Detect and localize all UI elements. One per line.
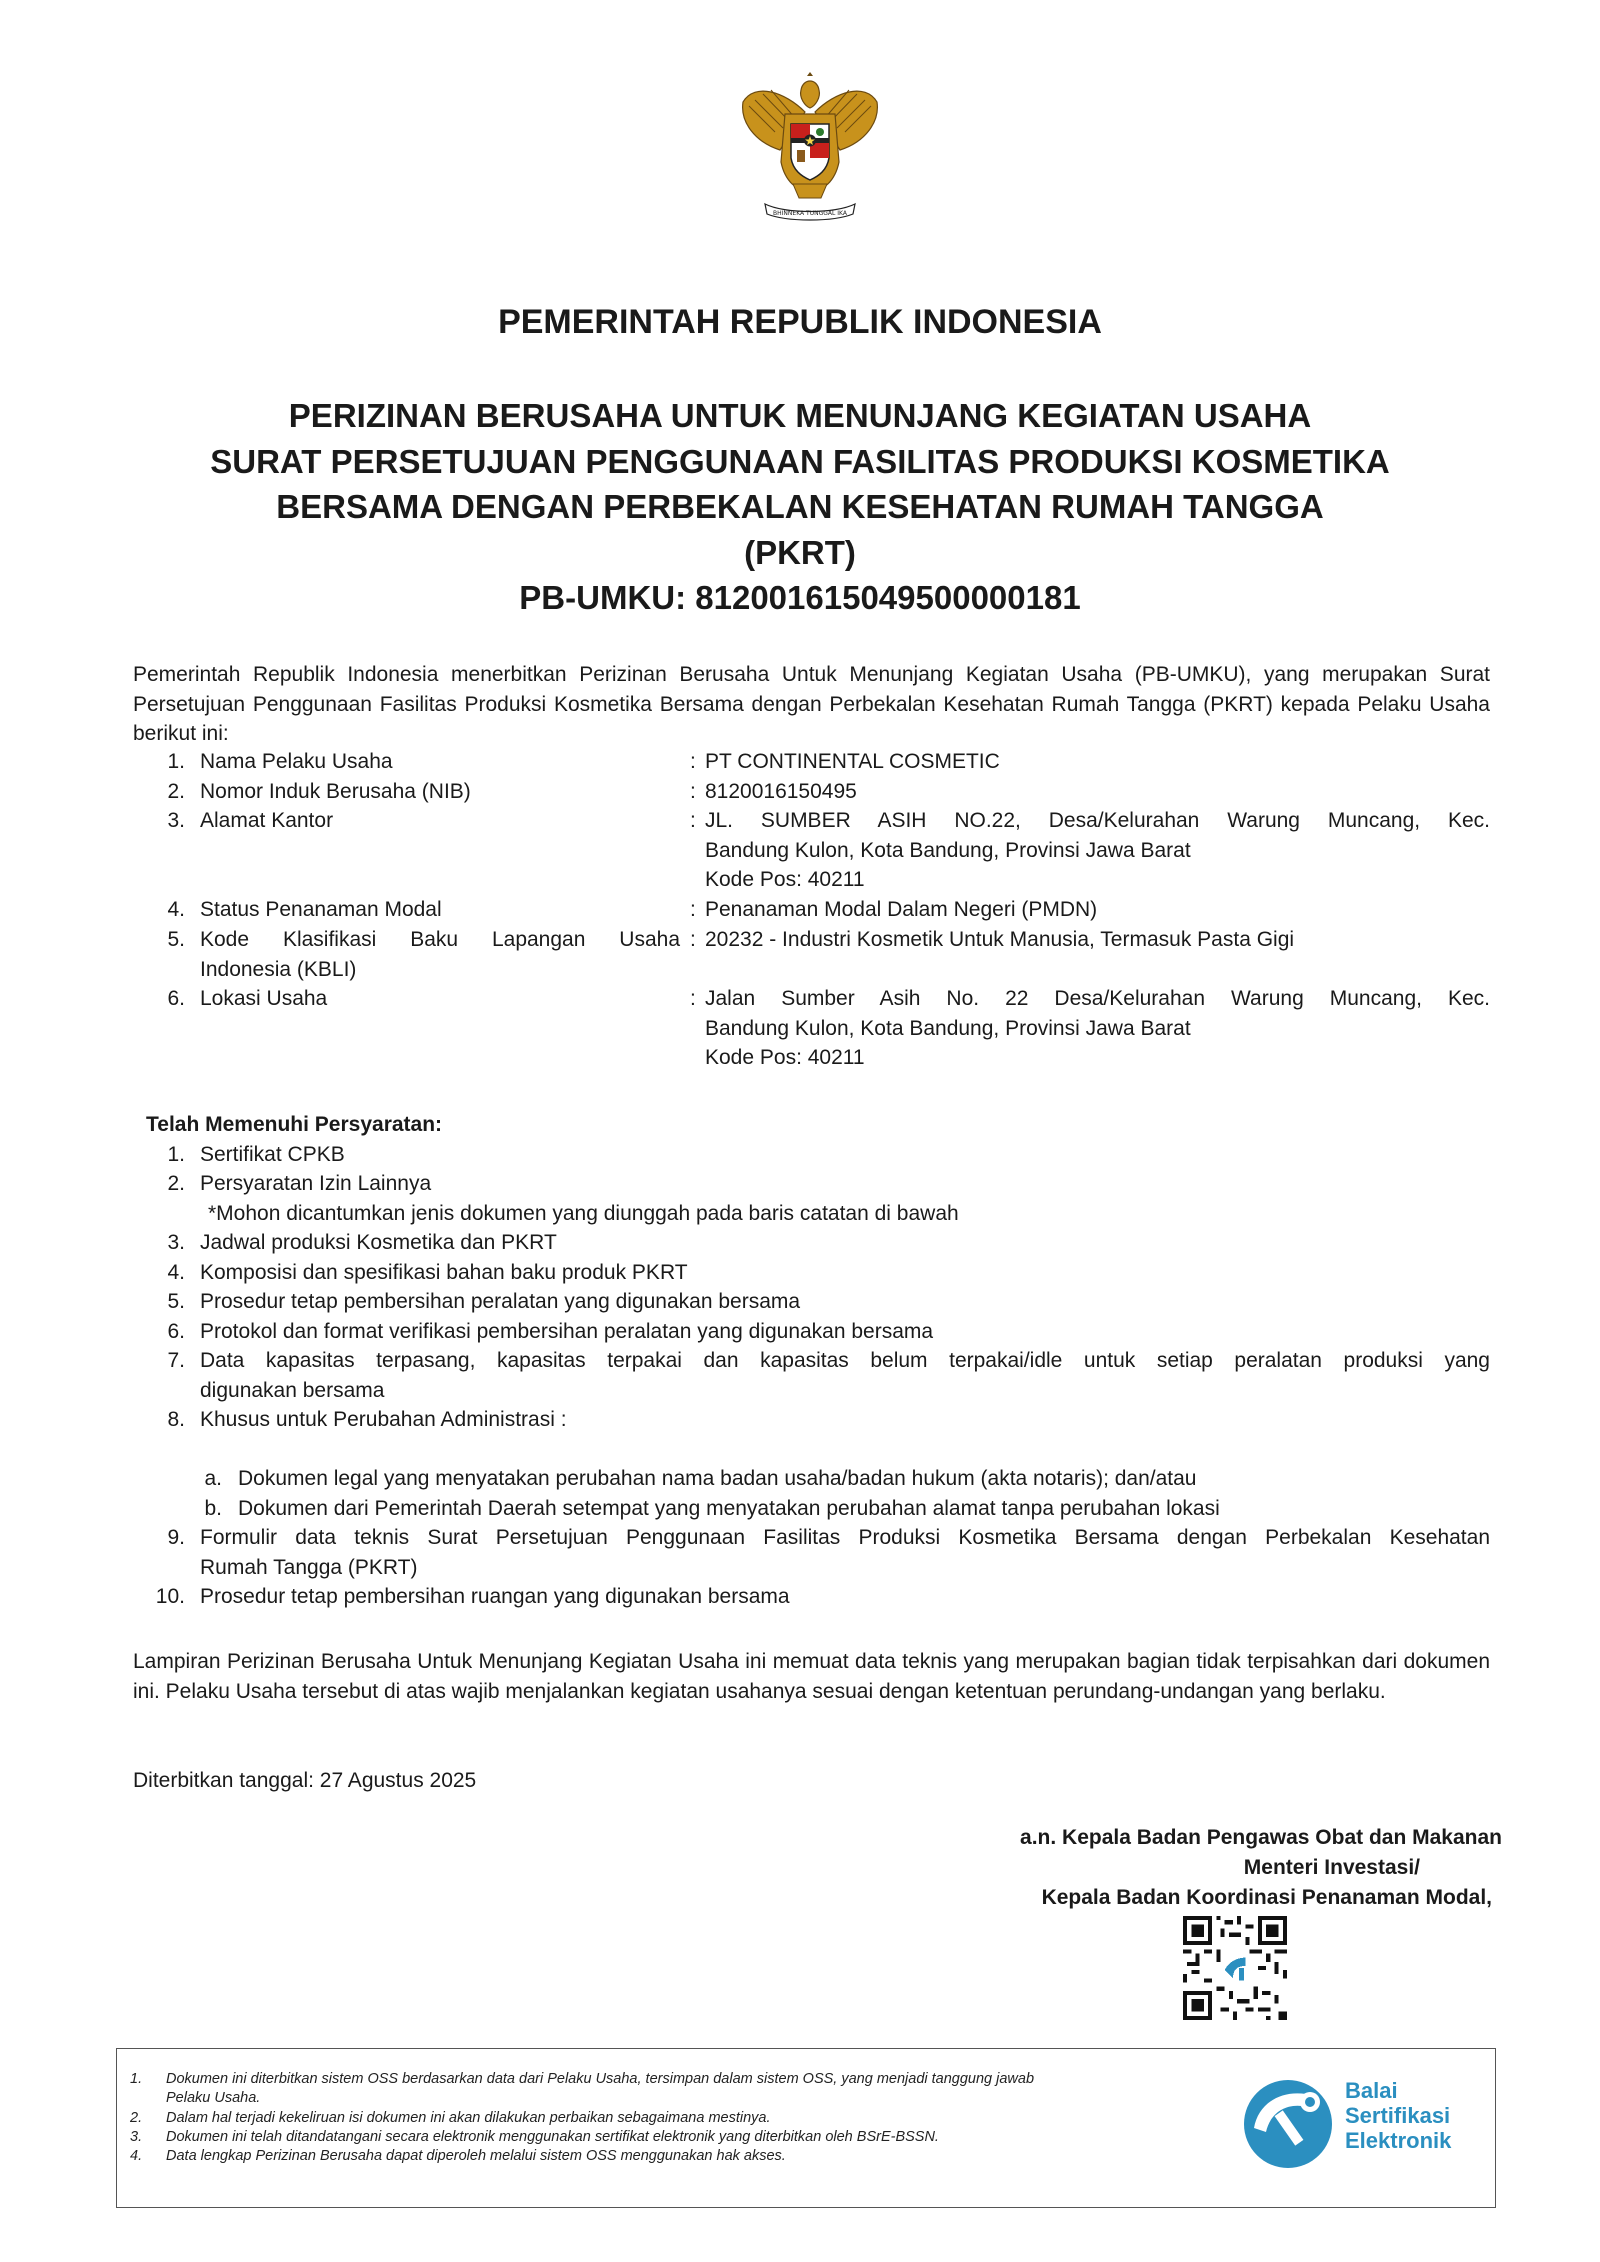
detail-label: Alamat Kantor	[200, 809, 334, 832]
garuda-emblem	[735, 72, 885, 227]
intro-paragraph: Pemerintah Republik Indonesia menerbitkan Perizinan Berusaha Untuk Menunjang Kegiatan Usaha (PB-UMKU), yang merupakan Surat Persetujuan Penggunaan Fasilitas Produksi Kosmetika Bersama dengan Perbekalan Kesehatan Rumah Tangga (PKRT) kepada Pelaku Usaha berikut ini:	[133, 663, 1490, 745]
bsre-logo-icon	[1240, 2076, 1336, 2172]
detail-label: Nomor Induk Berusaha (NIB)	[200, 780, 471, 803]
detail-value: Kode Pos: 40211	[705, 1046, 865, 1069]
requirement-item: Sertifikat CPKB	[200, 1143, 345, 1166]
title-line: BERSAMA DENGAN PERBEKALAN KESEHATAN RUMAH TANGGA	[276, 488, 1324, 525]
detail-value: PT CONTINENTAL COSMETIC	[705, 750, 1000, 773]
detail-value: 20232 - Industri Kosmetik Untuk Manusia, Termasuk Pasta Gigi	[705, 928, 1295, 951]
signature-line: a.n. Kepala Badan Pengawas Obat dan Makanan	[1020, 1826, 1502, 1849]
detail-label: Lokasi Usaha	[200, 987, 328, 1010]
requirements-heading: Telah Memenuhi Persyaratan:	[146, 1113, 443, 1136]
detail-label: Nama Pelaku Usaha	[200, 750, 393, 773]
title-line: SURAT PERSETUJUAN PENGGUNAAN FASILITAS PRODUKSI KOSMETIKA	[210, 442, 1390, 480]
requirement-item: Data kapasitas terpasang, kapasitas terpakai dan kapasitas belum terpakai/idle untuk setiap peralatan produksi yang	[200, 1349, 1490, 1372]
requirement-item: Prosedur tetap pembersihan peralatan yang digunakan bersama	[200, 1290, 801, 1313]
requirement-item-cont: Rumah Tangga (PKRT)	[200, 1556, 418, 1579]
closing-paragraph: Lampiran Perizinan Berusaha Untuk Menunjang Kegiatan Usaha ini memuat data teknis yang merupakan bagian tidak terpisahkan dari dokumen ini. Pelaku Usaha tersebut di atas wajib menjalankan kegiatan usahanya sesuai dengan ketentuan perundang-undangan yang berlaku.	[133, 1650, 1490, 1703]
document-title	[100, 393, 1500, 621]
detail-value: Bandung Kulon, Kota Bandung, Provinsi Jawa Barat	[705, 1016, 1191, 1040]
signature-line: Menteri Investasi/	[1243, 1856, 1420, 1879]
requirement-item: Persyaratan Izin Lainnya	[200, 1172, 432, 1195]
bsre-logo-text: Balai Sertifikasi Elektronik	[1345, 2078, 1452, 2153]
requirement-item: Protokol dan format verifikasi pembersihan peralatan yang digunakan bersama	[200, 1320, 934, 1343]
requirement-subitem: Dokumen legal yang menyatakan perubahan nama badan usaha/badan hukum (akta notaris); dan/atau	[238, 1467, 1197, 1490]
requirement-item: Formulir data teknis Surat Persetujuan Penggunaan Fasilitas Produksi Kosmetika Bersama dengan Perbekalan Kesehatan	[200, 1526, 1490, 1549]
government-title: PEMERINTAH REPUBLIK INDONESIA	[498, 303, 1102, 341]
detail-value: Bandung Kulon, Kota Bandung, Provinsi Jawa Barat	[705, 838, 1191, 862]
requirement-item-cont: digunakan bersama	[200, 1379, 385, 1402]
requirement-item: Khusus untuk Perubahan Administrasi :	[200, 1408, 567, 1431]
document-page: BHINNEKA TUNGGAL IKA PEMERINTAH REPUBLIK INDONESIA PERIZINAN BERUSAHA UNTUK MENUNJANG KEGIATAN USAHA SURAT PERSETUJUAN PENGGUNAAN FASILITAS PRODUKSI KOSMETIKA BERSAMA DENGAN PERBEKALAN KESEHATAN RUMAH TANGGA (PKRT) PB-UMKU: 812001615049500000181 Pemerintah Republik Indonesia menerbitkan Perizinan Berusaha Untuk Menunjang Kegiatan Usaha (PB-UMKU), yang merupakan Surat Persetujuan Penggunaan Fasilitas Produksi Kosmetika Bersama dengan Perbekalan Kesehatan Rumah Tangga (PKRT) kepada Pelaku Usaha berikut ini: 1. Nama Pelaku Usaha : PT CONTINENTAL COSMETIC 2. Nomor Induk Berusaha (NIB) : 8120016150495 3. Alamat Kantor : JL. SUMBER ASIH NO.22, Desa/Kelurahan Warung Muncang, Kec. Bandung Kulon, Kota Bandung, Provinsi Jawa Barat Kode Pos: 40211 4. Status Penanaman Modal : Penanaman Modal Dalam Negeri (PMDN) 5. Kode Klasifikasi Baku Lapangan Usaha Indonesia (KBLI) : 20232 - Industri Kosmetik Untuk Manusia, Termasuk Pasta Gigi 6. Lokasi Usaha : Jalan Sumber Asih No. 22 Desa/Kelurahan Warung Muncang, Kec. Bandung Kulon, Kota Bandung, Provinsi Jawa Barat Kode Pos: 40211 Telah Memenuhi Persyaratan: 1. Sertifikat CPKB 2. Persyaratan Izin Lainnya *Mohon dicantumkan jenis dokumen yang diunggah pada baris catatan di bawah 3. Jadwal produksi Kosmetika dan PKRT 4. Komposisi dan spesifikasi bahan baku produk PKRT 5. Prosedur tetap pembersihan peralatan yang digunakan bersama 6. Protokol dan format verifikasi pembersihan peralatan yang digunakan bersama 7. Data kapasitas terpasang, kapasitas terpakai dan kapasitas belum terpakai/idle untuk setiap peralatan produksi yang digunakan bersama 8. Khusus untuk Perubahan Administrasi : a. Dokumen legal yang menyatakan perubahan nama badan usaha/badan hukum (akta notaris); dan/atau b. Dokumen dari Pemerintah Daerah setempat yang menyatakan perubahan alamat tanpa perubahan lokasi 9. Formulir data teknis Surat Persetujuan Penggunaan Fasilitas Produksi Kosmetika Bersama dengan Perbekalan Kesehatan Rumah Tangga (PKRT) 10. Prosedur tetap pembersihan ruangan yang digunakan bersama Lampiran Perizinan Berusaha Untuk Menunjang Kegiatan Usaha ini memuat data teknis yang merupakan bagian tidak terpisahkan dari dokumen ini. Pelaku Usaha tersebut di atas wajib menjalankan kegiatan usahanya sesuai dengan ketentuan perundang-undangan yang berlaku. Diterbitkan tanggal: 27 Agustus 2025 a.n. Kepala Badan Pengawas Obat dan Makanan Menteri Investasi/ Kepala Badan Koordinasi Penanaman Modal, 1. Dokumen ini diterbitkan sistem OSS berdasarkan data dari Pelaku Usaha, tersimpan dalam sistem OSS, yang menjadi tanggung jawab Pelaku Usaha. 2. Dalam hal terjadi kekeliruan isi dokumen ini akan dilakukan perbaikan sebagaimana mestinya. 3. Dokumen ini telah ditandatangani secara elektronik menggunakan sertifikat elektronik yang diterbitkan oleh BSrE-BSSN. 4. Data lengkap Perizinan Berusaha dapat diperoleh melalui sistem OSS menggunakan hak akses. Balai Sertifikasi Elektronik	[0, 0, 1600, 2262]
issued-date: Diterbitkan tanggal: 27 Agustus 2025	[133, 1769, 477, 1792]
detail-value: Penanaman Modal Dalam Negeri (PMDN)	[705, 898, 1098, 921]
permit-number: PB-UMKU: 812001615049500000181	[519, 579, 1081, 616]
detail-label: Indonesia (KBLI)	[200, 957, 357, 981]
detail-value: Kode Pos: 40211	[705, 868, 865, 891]
requirement-item: Prosedur tetap pembersihan ruangan yang digunakan bersama	[200, 1585, 790, 1608]
requirement-note: *Mohon dicantumkan jenis dokumen yang diunggah pada baris catatan di bawah	[208, 1202, 959, 1225]
title-line: PERIZINAN BERUSAHA UNTUK MENUNJANG KEGIATAN USAHA	[288, 397, 1312, 434]
qr-code[interactable]	[1183, 1916, 1287, 2020]
svg-text:BHINNEKA TUNGGAL IKA: BHINNEKA TUNGGAL IKA	[773, 210, 847, 217]
title-line: (PKRT)	[744, 533, 856, 571]
detail-label: Status Penanaman Modal	[200, 898, 442, 921]
requirement-item: Komposisi dan spesifikasi bahan baku produk PKRT	[200, 1261, 688, 1284]
detail-label: Kode Klasifikasi Baku Lapangan Usaha	[200, 928, 680, 951]
detail-value: 8120016150495	[705, 780, 857, 803]
detail-value: Jalan Sumber Asih No. 22 Desa/Kelurahan Warung Muncang, Kec.	[705, 987, 1490, 1010]
requirement-item: Jadwal produksi Kosmetika dan PKRT	[200, 1231, 557, 1254]
detail-value: JL. SUMBER ASIH NO.22, Desa/Kelurahan Warung Muncang, Kec.	[705, 809, 1490, 832]
requirement-subitem: Dokumen dari Pemerintah Daerah setempat yang menyatakan perubahan alamat tanpa perubahan lokasi	[238, 1497, 1220, 1520]
signature-line: Kepala Badan Koordinasi Penanaman Modal,	[1041, 1886, 1492, 1909]
